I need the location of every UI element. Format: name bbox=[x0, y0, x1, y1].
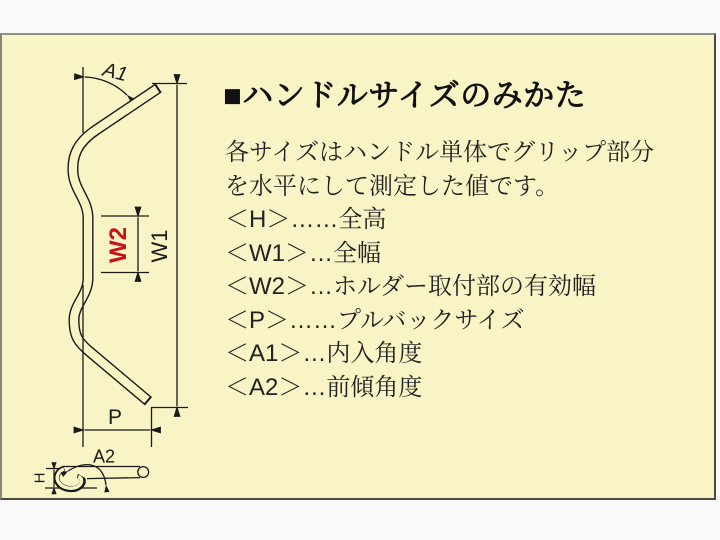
size-legend bbox=[225, 136, 695, 404]
a2-angle-label: A2 bbox=[92, 446, 116, 467]
w1-width-label: W1 bbox=[147, 229, 172, 263]
legend-line-intro-2: を水平にして測定した値です。 bbox=[225, 172, 560, 200]
legend-line-a2: ＜A2＞…前傾角度 bbox=[225, 373, 423, 401]
a1-angle-label: A1 bbox=[100, 58, 130, 87]
legend-line-w2: ＜W2＞…ホルダー取付部の有効幅 bbox=[225, 273, 597, 300]
p-pullback-label: P bbox=[107, 406, 123, 429]
h-height-label: H bbox=[31, 472, 49, 484]
side-view-diagram bbox=[45, 465, 149, 489]
legend-line-intro-1: 各サイズはハンドル単体でグリップ部分 bbox=[225, 139, 655, 166]
legend-line-p: ＜P＞……プルバックサイズ bbox=[225, 306, 525, 334]
legend-line-h: ＜H＞……全高 bbox=[225, 206, 387, 233]
legend-line-w1: ＜W1＞…全幅 bbox=[225, 239, 381, 267]
w2-width-label: W2 bbox=[105, 227, 132, 263]
legend-line-a1: ＜A1＞…内入角度 bbox=[225, 340, 423, 367]
page-title: ■ハンドルサイズのみかた bbox=[223, 78, 587, 113]
